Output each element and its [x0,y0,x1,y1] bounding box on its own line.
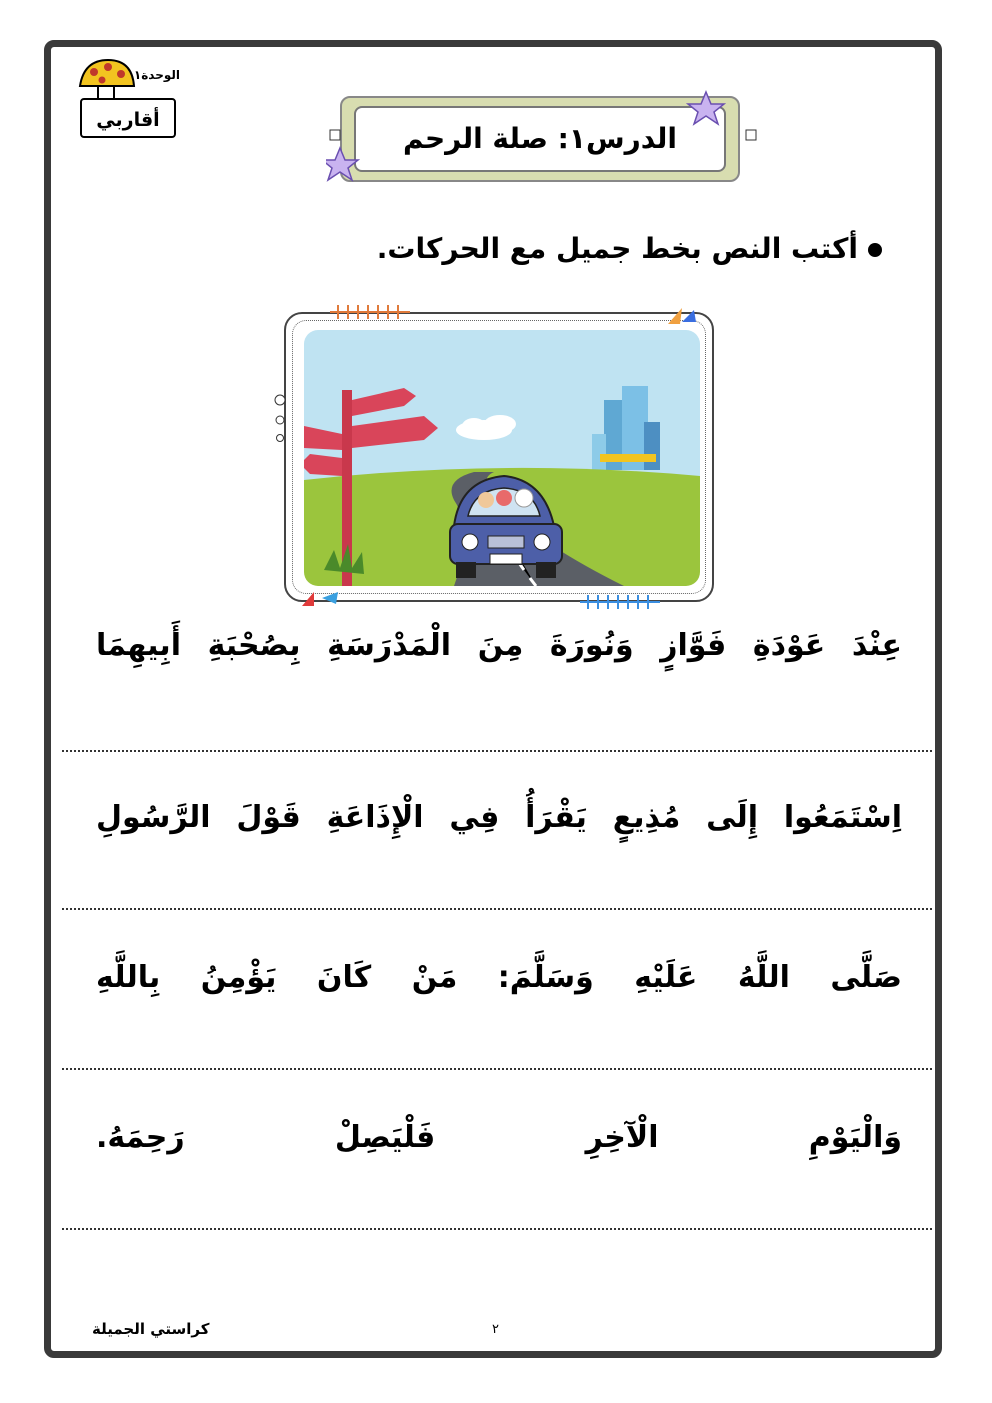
bullet-icon [868,243,882,257]
tick-decoration [330,302,470,322]
star-icon [688,92,724,124]
illustration-scene [304,330,700,586]
family-car-road-illustration [304,330,700,586]
corner-triangles-bottom [300,590,340,610]
unit-name: أقاربي [80,98,176,138]
illustration-frame [284,312,714,602]
tick-decoration-bottom [580,592,680,612]
passage-line: عِنْدَ عَوْدَةِ فَوَّازٍ وَنُورَةَ مِنَ الْمَدْرَسَةِ بِصُحْبَةِ أَبِيهِمَا [96,628,902,663]
instruction-text: أكتب النص بخط جميل مع الحركات. [376,232,858,265]
star-decorations [326,88,766,188]
passage [62,628,932,1230]
lesson-title-box [340,96,740,182]
unit-badge [76,58,186,158]
page-number: ٢ [492,1322,499,1337]
star-icon [326,148,358,180]
footer-notebook-name: كراستي الجميلة [92,1320,210,1338]
writing-line[interactable] [62,1228,932,1230]
passage-line: صَلَّى اللَّهُ عَلَيْهِ وَسَلَّمَ: مَنْ كَانَ يَؤْمِنُ بِاللَّهِ [96,960,902,995]
unit-label: الوحدة١ [133,68,180,82]
corner-triangles [664,306,704,326]
instruction [377,232,882,265]
passage-line: اِسْتَمَعُوا إِلَى مُذِيعٍ يَقْرَأُ فِي الْإِذَاعَةِ قَوْلَ الرَّسُولِ [96,800,902,835]
ring-decoration [274,392,286,452]
lesson-title: الدرس١: صلة الرحم [403,122,677,155]
passage-line: وَالْيَوْمِ الْآخِرِ فَلْيَصِلْ رَحِمَهُ. [96,1120,902,1155]
